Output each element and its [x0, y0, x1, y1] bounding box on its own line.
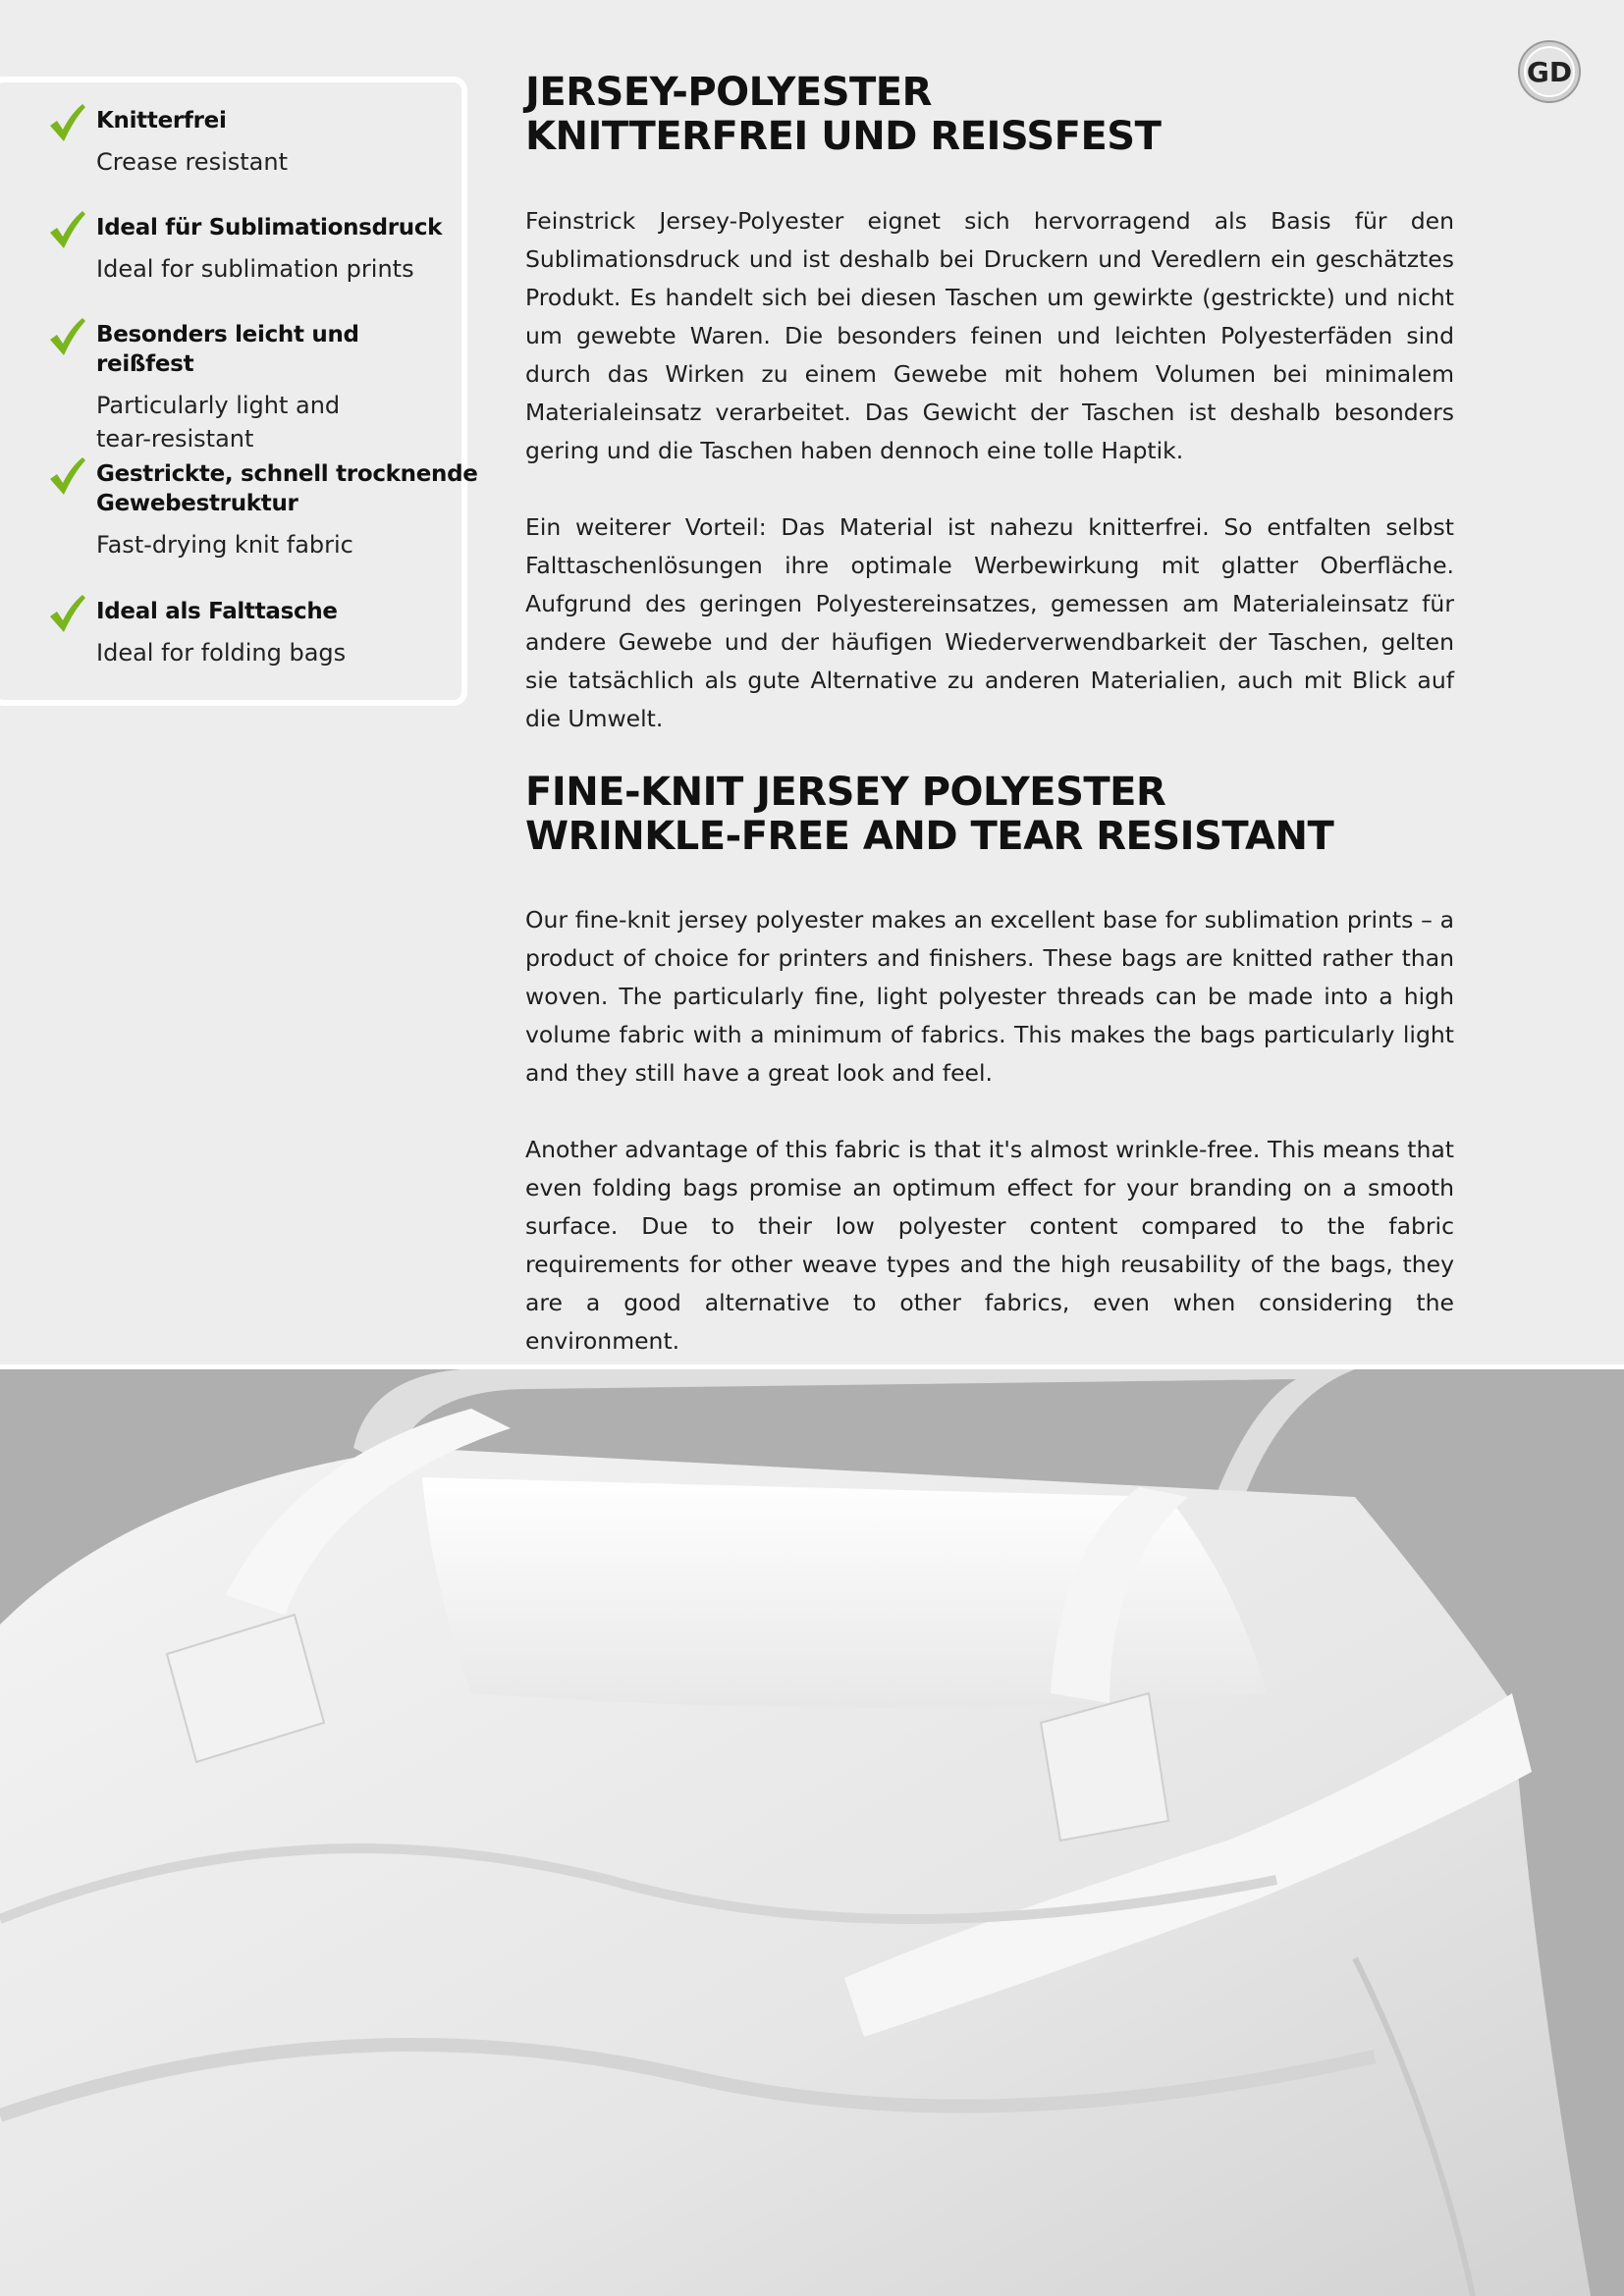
- german-heading-line1: JERSEY-POLYESTER: [525, 70, 932, 115]
- feature-item-light-tear-resistant: [47, 320, 460, 455]
- feature-item-fast-drying: [47, 459, 478, 561]
- english-paragraph-2: Another advantage of this fabric is that it's almost wrinkle-free. This means that even folding bags promise an optimum effect for your branding on a smooth surface. Due to their low polyester content compared to the fabric requirements for other weave types and the high reusability of the bags, they are a good alternative to other fabrics, even when considering the environment.: [525, 1136, 1454, 1355]
- feature-label-de: Ideal als Falttasche: [96, 599, 338, 624]
- feature-label-de: Ideal für Sublimationsdruck: [96, 215, 443, 240]
- checkmark-icon: [47, 593, 86, 634]
- tote-bag-illustration: [0, 1369, 1624, 2296]
- german-paragraph-2: Ein weiterer Vorteil: Das Material ist nahezu knitterfrei. So entfalten selbst Falttaschenlösungen ihre optimale Werbewirkung mit glatter Oberfläche. Aufgrund des geringen Polyestereinsatzes, gemessen am Materialeinsatz für andere Gewebe und der häufigen Wiederverwendbarkeit der Taschen, gelten sie tatsächlich als gute Alternative zu anderen Materialien, auch mit Blick auf die Umwelt.: [525, 513, 1454, 732]
- feature-label-en: Ideal for sublimation prints: [96, 255, 414, 283]
- checkmark-icon: [47, 316, 86, 357]
- feature-item-folding-bags: [47, 597, 460, 669]
- checkmark-icon: [47, 455, 86, 497]
- feature-item-crease-resistant: [47, 106, 460, 179]
- brand-logo: [1517, 39, 1582, 104]
- feature-label-de: Besonders leicht und reißfest: [96, 322, 359, 377]
- german-heading-line2: KNITTERFREI UND REISSFEST: [525, 114, 1162, 159]
- feature-item-sublimation: [47, 213, 460, 286]
- feature-label-de: Gestrickte, schnell trocknende Gewebestruktur: [96, 461, 478, 516]
- feature-label-en: Particularly light and tear-resistant: [96, 392, 341, 453]
- logo-text: GD: [1526, 56, 1573, 88]
- feature-label-de: Knitterfrei: [96, 108, 227, 133]
- english-paragraph-1: Our fine-knit jersey polyester makes an excellent base for sublimation prints – a product of choice for printers and finishers. These bags are knitted rather than woven. The particularly fine, light polyester threads can be made into a high volume fabric with a minimum of fabrics. This makes the bags particularly light and they still have a great look and feel.: [525, 906, 1454, 1087]
- feature-label-en: Crease resistant: [96, 148, 288, 176]
- feature-label-en: Fast-drying knit fabric: [96, 531, 353, 559]
- checkmark-icon: [47, 209, 86, 250]
- feature-label-en: Ideal for folding bags: [96, 639, 347, 667]
- german-heading: [525, 71, 1507, 159]
- english-heading: [525, 771, 1507, 859]
- german-paragraph-1: Feinstrick Jersey-Polyester eignet sich hervorragend als Basis für den Sublimationsdruck und ist deshalb bei Druckern und Veredlern ein geschätztes Produkt. Es handelt sich bei diesen Taschen um gewirkte (gestrickte) und nicht um gewebte Waren. Die besonders feinen und leichten Polyesterfäden sind durch das Wirken zu einem Gewebe mit hohem Volumen bei minimalem Materialeinsatz verarbeitet. Das Gewicht der Taschen ist deshalb besonders gering und die Taschen haben dennoch eine tolle Haptik.: [525, 207, 1454, 464]
- checkmark-icon: [47, 102, 86, 143]
- product-photo-tote-bag: [0, 1364, 1624, 2296]
- english-heading-line2: WRINKLE-FREE AND TEAR RESISTANT: [525, 814, 1334, 859]
- english-heading-line1: FINE-KNIT JERSEY POLYESTER: [525, 770, 1166, 815]
